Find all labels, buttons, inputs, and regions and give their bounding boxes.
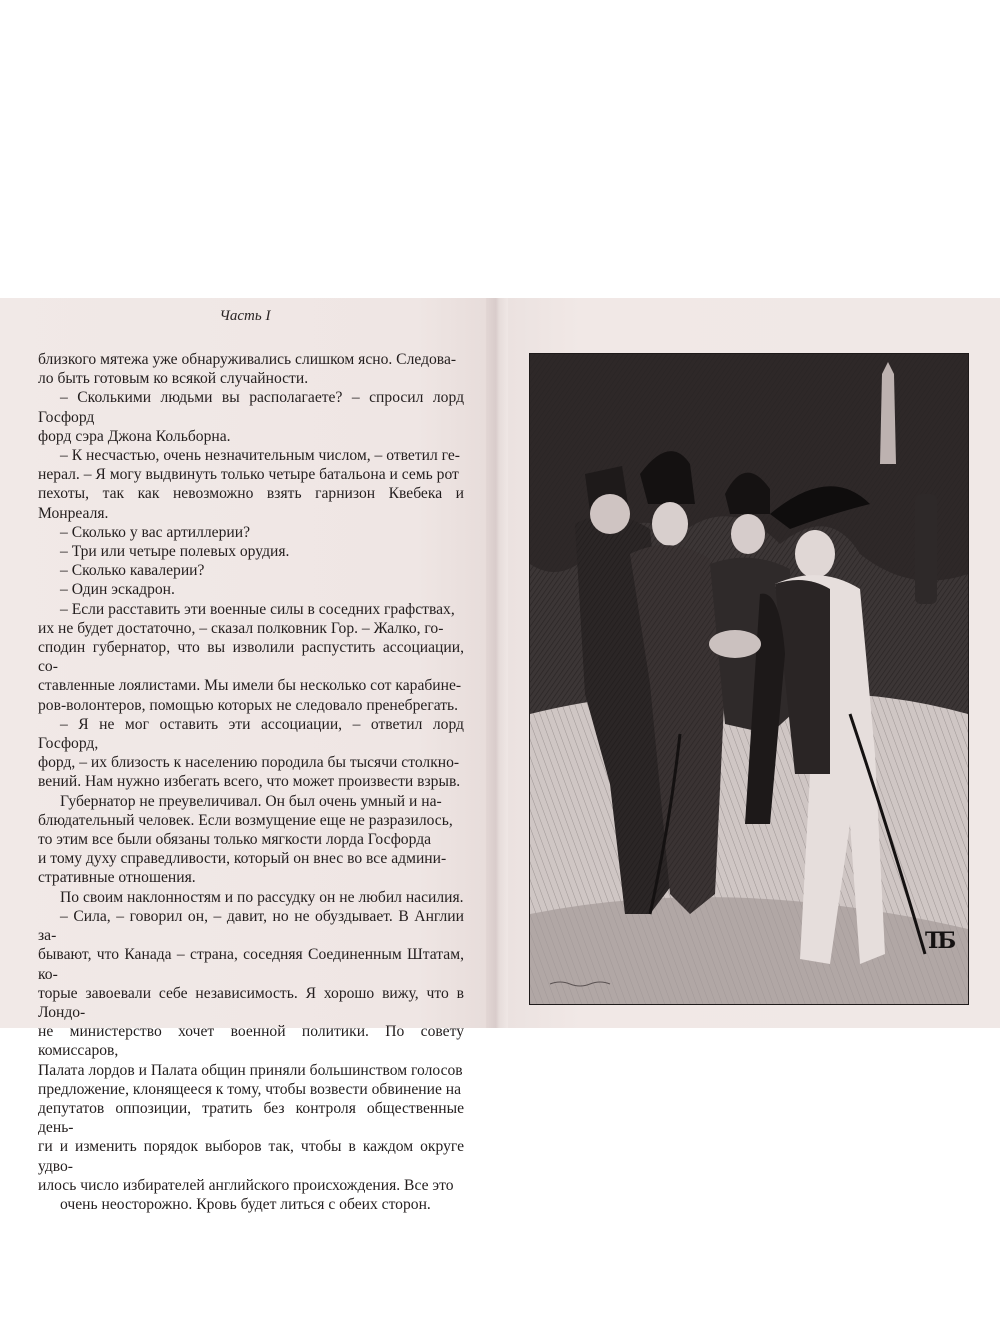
text-line: – Сколькими людьми вы располагаете? – спросил лорд Госфорд	[38, 389, 464, 426]
text-line: – Сила, – говорил он, – давит, но не обуздывает. В Англии за-	[38, 907, 464, 945]
text-line: сподин губернатор, что вы изволили распустить ассоциации, со-	[38, 639, 464, 676]
text-line: стративные отношения.	[38, 869, 196, 887]
text-line: очень неосторожно. Кровь будет литься с обеих сторон.	[60, 1195, 431, 1213]
text-line: форд сэра Джона Кольборна.	[38, 427, 231, 445]
engraver-monogram: ТБ	[925, 928, 953, 954]
text-line: – К несчастью, очень незначительным числом, – ответил ге-	[60, 447, 460, 465]
text-line: депутатов оппозиции, тратить без контроля общественные день-	[38, 1099, 464, 1137]
obelisk	[880, 362, 896, 464]
text-line: блюдательный человек. Если возмущение еще не разразилось,	[38, 811, 453, 829]
text-line: – Сколько кавалерии?	[60, 562, 205, 580]
text-line: форд, – их близость к населению породила бы тысячи столкно-	[38, 754, 460, 772]
text-line: По своим наклонностям и по рассудку он не любил насилия.	[60, 888, 464, 906]
body-text	[38, 350, 464, 1214]
text-line: нерал. – Я могу выдвинуть только четыре батальона и семь рот	[38, 466, 459, 484]
running-head: Часть I	[219, 308, 271, 324]
text-line: ло быть готовым ко всякой случайности.	[38, 370, 309, 388]
text-line: илось число избирателей английского происхождения. Все это	[38, 1176, 454, 1194]
text-line: вений. Нам нужно избегать всего, что может произвести взрыв.	[38, 773, 461, 791]
text-line: и тому духу справедливости, который он внес во все админи-	[38, 850, 447, 868]
text-line: – Если расставить эти военные силы в соседних графствах,	[60, 600, 455, 618]
text-line: близкого мятежа уже обнаруживались слишком ясно. Следова-	[38, 351, 457, 368]
text-line: – Сколько у вас артиллерии?	[60, 523, 251, 541]
text-line: ги и изменить порядок выборов так, чтобы в каждом округе удво-	[38, 1138, 464, 1175]
text-line: – Один эскадрон.	[60, 581, 175, 599]
background-soldier	[915, 494, 937, 604]
text-line: – Три или четыре полевых орудия.	[60, 543, 290, 561]
text-line: ставленные лоялистами. Мы имели бы несколько сот карабине-	[38, 677, 462, 695]
text-line: бывают, что Канада – страна, соседняя Соединенным Штатам, ко-	[38, 946, 464, 983]
text-line: предложение, клонящееся к тому, чтобы возвести обвинение на	[38, 1080, 462, 1098]
engraving-illustration	[529, 353, 969, 1005]
clasped-hands	[709, 630, 761, 658]
text-line: не министерство хочет военной политики. По совету комиссаров,	[38, 1023, 464, 1060]
text-line: пехоты, так как невозможно взять гарнизон Квебека и Монреаля.	[38, 485, 464, 522]
text-line: то этим все были обязаны только мягкости лорда Госфорда	[38, 831, 432, 849]
text-line: торые завоевали себе независимость. Я хорошо вижу, что в Лондо-	[38, 984, 464, 1021]
text-line: Палата лордов и Палата общин приняли большинством голосов	[38, 1061, 463, 1079]
text-line: их не будет достаточно, – сказал полковник Гор. – Жалко, го-	[38, 619, 444, 637]
engraving-drawing	[530, 354, 968, 1004]
text-line: Губернатор не преувеличивал. Он был очень умный и на-	[60, 792, 442, 810]
text-line: ров-волонтеров, помощью которых не следовало пренебрегать.	[38, 696, 459, 714]
book-gutter	[486, 298, 508, 1028]
text-line: – Я не мог оставить эти ассоциации, – ответил лорд Госфорд,	[38, 715, 464, 753]
